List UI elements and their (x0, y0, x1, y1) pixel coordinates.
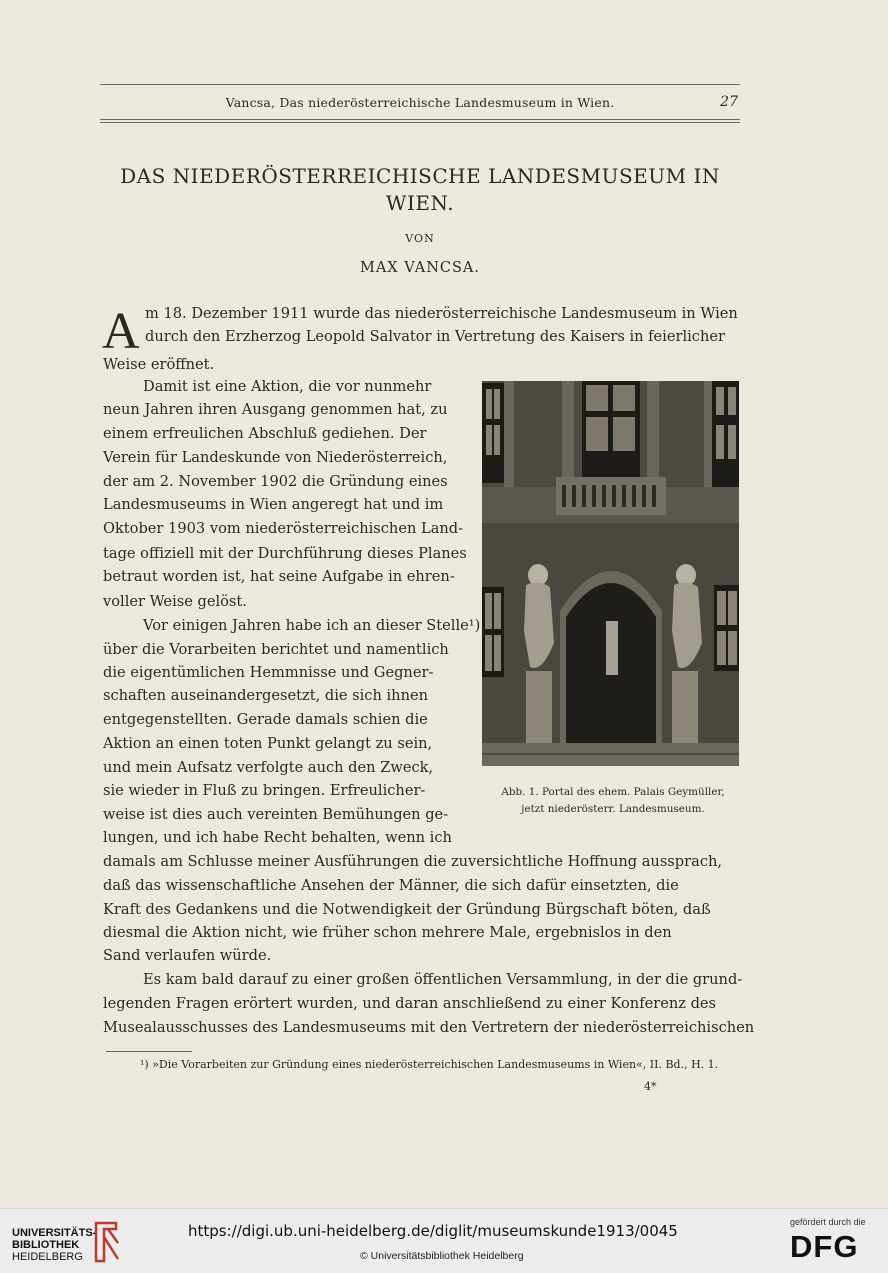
text-line: über die Vorarbeiten berichtet und namentlich (103, 641, 449, 658)
text-line: einem erfreulichen Abschluß gediehen. Der (103, 425, 427, 442)
text-line: betraut worden ist, hat seine Aufgabe in ehren- (103, 568, 455, 585)
drop-cap: A (102, 303, 140, 360)
text-line: daß das wissenschaftliche Ansehen der Männer, die sich dafür einsetzten, die (103, 877, 679, 894)
header-rule-bottom-double (100, 122, 740, 123)
text-line: voller Weise gelöst. (103, 593, 247, 610)
text-line: Weise eröffnet. (103, 356, 215, 373)
text-line: m 18. Dezember 1911 wurde das niederösterreichische Landesmuseum in Wien (145, 305, 738, 322)
running-head (100, 95, 740, 115)
text-line: und mein Aufsatz verfolgte auch den Zweck, (103, 759, 434, 776)
viewer-footer (0, 1208, 888, 1273)
funder-note: gefördert durch die (790, 1217, 866, 1227)
text-line: schaften auseinandergesetzt, die sich ihnen (103, 687, 429, 704)
figure-caption-line2: jetzt niederösterr. Landesmuseum. (521, 803, 705, 815)
text-line: neun Jahren ihren Ausgang genommen hat, zu (103, 401, 448, 418)
text-line: die eigentümlichen Hemmnisse und Gegner- (103, 664, 434, 681)
figure-caption-line1: Abb. 1. Portal des ehem. Palais Geymüller, (501, 786, 725, 798)
text-line: sie wieder in Fluß zu bringen. Erfreulicher- (103, 782, 426, 799)
dfg-logo[interactable]: DFG (790, 1229, 859, 1264)
text-line: Kraft des Gedankens und die Notwendigkeit der Gründung Bürgschaft böten, daß (103, 901, 711, 918)
text-line: der am 2. November 1902 die Gründung eines (103, 473, 448, 490)
text-line: weise ist dies auch vereinten Bemühungen ge- (103, 806, 449, 823)
article-title: DAS NIEDERÖSTERREICHISCHE LANDESMUSEUM IN WIEN. (120, 164, 720, 215)
text-line: entgegenstellten. Gerade damals schien die (103, 711, 428, 728)
header-rule-bottom (100, 119, 740, 120)
text-line: diesmal die Aktion nicht, wie früher schon mehrere Male, ergebnislos in den (103, 924, 672, 941)
portal-photograph (482, 381, 739, 766)
running-head-title: Vancsa, Das niederösterreichische Landesmuseum in Wien. (225, 95, 615, 110)
text-line: Verein für Landeskunde von Niederösterreich, (103, 449, 448, 466)
text-line: Aktion an einen toten Punkt gelangt zu sein, (103, 735, 433, 752)
text-line: Vor einigen Jahren habe ich an dieser Stelle¹) (143, 617, 481, 634)
permalink-url[interactable]: https://digi.ub.uni-heidelberg.de/diglit/museumskunde1913/0045 (188, 1222, 678, 1240)
text-line: legenden Fragen erörtert wurden, und daran anschließend zu einer Konferenz des (103, 995, 717, 1012)
author-name: MAX VANCSA. (359, 260, 480, 276)
text-line: durch den Erzherzog Leopold Salvator in Vertretung des Kaisers in feierlicher (145, 328, 725, 345)
library-emblem-icon (90, 1219, 122, 1265)
signature-mark: 4* (644, 1080, 657, 1093)
text-line: lungen, und ich habe Recht behalten, wenn ich (103, 829, 452, 846)
footnote: ¹) »Die Vorarbeiten zur Gründung eines niederösterreichischen Landesmuseums in Wien«, II. Bd., H. 1. (140, 1058, 719, 1071)
page-number: 27 (720, 94, 738, 110)
text-line: Es kam bald darauf zu einer großen öffentlichen Versammlung, in der die grund- (143, 971, 743, 988)
copyright-notice: © Universitätsbibliothek Heidelberg (360, 1250, 524, 1262)
text-line: tage offiziell mit der Durchführung dieses Planes (103, 545, 467, 562)
header-rule-top (100, 84, 740, 85)
text-line: Damit ist eine Aktion, die vor nunmehr (143, 378, 432, 395)
byline-von: VON (405, 232, 435, 245)
text-line: damals am Schlusse meiner Ausführungen die zuversichtliche Hoffnung aussprach, (103, 853, 723, 870)
library-logo[interactable]: UNIVERSITÄTS- BIBLIOTHEK HEIDELBERG (12, 1227, 97, 1263)
text-line: Oktober 1903 vom niederösterreichischen Land- (103, 520, 464, 537)
text-line: Musealausschusses des Landesmuseums mit den Vertretern der niederösterreichischen (103, 1019, 755, 1036)
text-line: Sand verlaufen würde. (103, 947, 272, 964)
footnote-rule (106, 1051, 192, 1052)
text-line: Landesmuseums in Wien angeregt hat und im (103, 496, 444, 513)
